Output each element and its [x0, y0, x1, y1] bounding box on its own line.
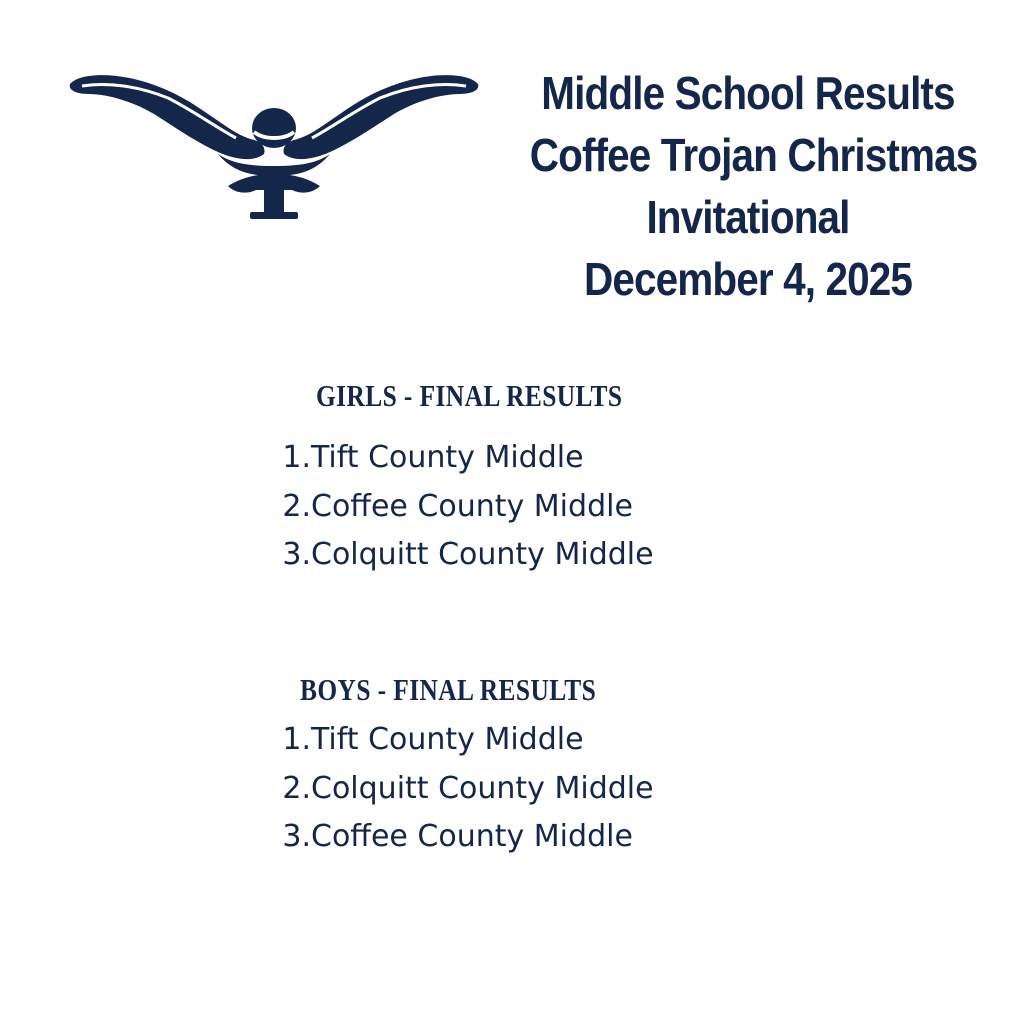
boys-results-list [262, 722, 654, 868]
list-item [262, 771, 654, 820]
list-item [262, 489, 654, 538]
team-name: Tift County Middle [311, 440, 584, 475]
team-name: Colquitt County Middle [311, 770, 654, 806]
list-item [262, 819, 654, 868]
swimmer-logo-icon [68, 70, 480, 226]
title-line-2: Coffee Trojan Christmas [529, 129, 978, 181]
title-line-1: Middle School Results [541, 67, 955, 119]
rank-number: 1. [282, 722, 311, 757]
team-name: Colquitt County Middle [311, 537, 654, 572]
team-name: Tift County Middle [311, 722, 584, 757]
rank-number: 3. [282, 819, 311, 854]
rank-number: 2. [282, 770, 311, 806]
girls-results-section [0, 372, 1024, 602]
rank-number: 1. [282, 440, 311, 475]
team-name: Coffee County Middle [311, 488, 633, 524]
rank-number: 2. [282, 488, 311, 524]
title-line-4: December 4, 2025 [584, 253, 912, 305]
list-item [262, 440, 654, 489]
boys-results-section [0, 668, 1024, 898]
girls-results-list [262, 440, 654, 586]
list-item [262, 537, 654, 586]
team-name: Coffee County Middle [311, 819, 633, 854]
list-item [262, 722, 654, 771]
title-block [500, 62, 996, 310]
girls-heading: GIRLS - FINAL RESULTS [316, 378, 623, 413]
rank-number: 3. [282, 537, 311, 572]
boys-heading: BOYS - FINAL RESULTS [300, 672, 597, 707]
title-line-3: Invitational [646, 191, 850, 243]
